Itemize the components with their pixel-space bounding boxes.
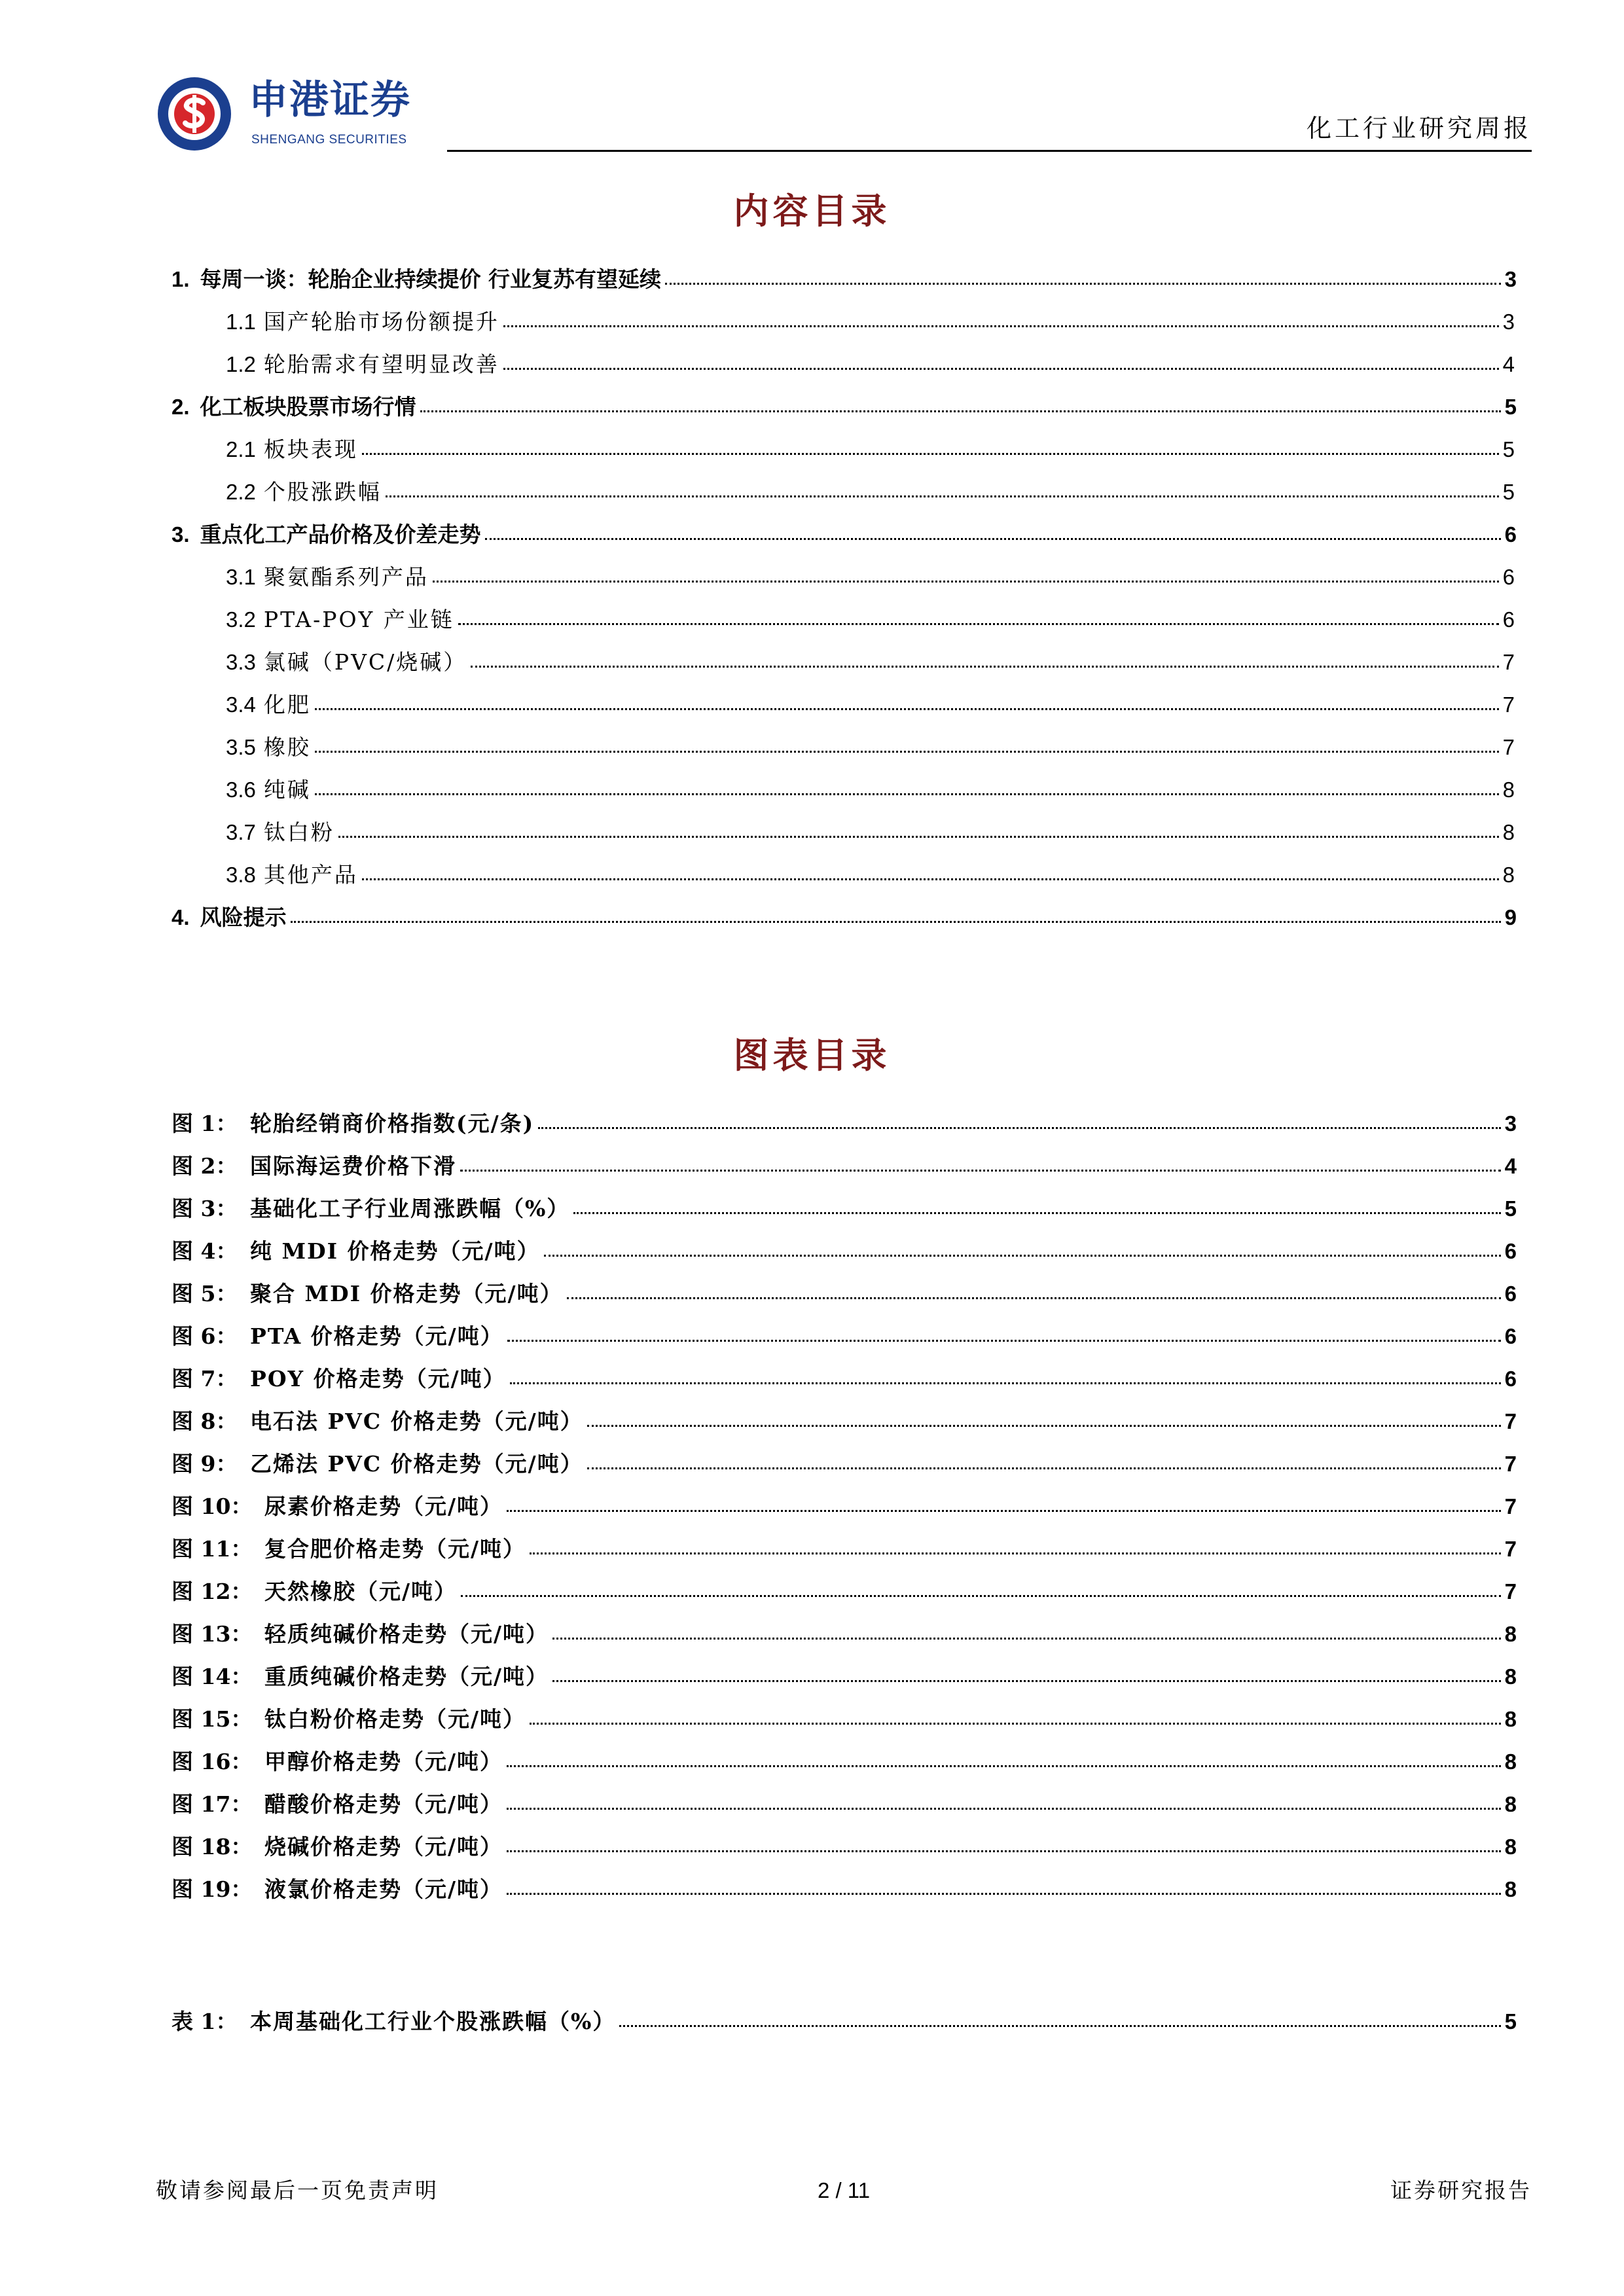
toc-entry-number: 1.1: [226, 310, 256, 334]
table-entry-page: 5: [1504, 2009, 1517, 2034]
figure-entry[interactable]: [171, 1272, 1517, 1304]
leader-dots: [510, 1382, 1501, 1384]
toc-entry-page: 7: [1502, 650, 1517, 674]
toc-entry[interactable]: [171, 683, 1517, 715]
figure-entry[interactable]: [171, 1187, 1517, 1219]
toc-entry-page: 6: [1502, 565, 1517, 589]
figure-entry-title: 国际海运费价格下滑: [250, 1153, 456, 1179]
toc-entry-page: 7: [1502, 735, 1517, 759]
leader-dots: [461, 1594, 1501, 1597]
toc-entry[interactable]: [171, 895, 1517, 928]
figure-entry-page: 8: [1504, 1877, 1517, 1901]
figure-entry-prefix: 图 7：: [171, 1366, 238, 1391]
toc-entry-number: 1.2: [226, 352, 256, 376]
figure-entry-page: 8: [1504, 1664, 1517, 1689]
figure-entry[interactable]: [171, 1825, 1517, 1857]
leader-dots: [587, 1424, 1501, 1427]
figure-entry-prefix: 图 17：: [171, 1791, 253, 1817]
toc-entry-text: 氯碱（PVC/烧碱）: [263, 649, 467, 675]
toc-entry-number: 3.4: [226, 692, 256, 717]
table-entry-prefix: 表 1：: [171, 2009, 238, 2034]
toc-entry-number: 3.2: [226, 607, 256, 632]
company-logo: [156, 69, 483, 151]
figure-entry-page: 4: [1504, 1154, 1517, 1178]
figure-entry-page: 8: [1504, 1749, 1517, 1774]
figure-entry[interactable]: [171, 1612, 1517, 1645]
toc-entry-number: 3.1: [226, 565, 256, 589]
figure-entry-title: 甲醇价格走势（元/吨）: [264, 1749, 503, 1774]
logo-english-name: SHENGANG SECURITIES: [251, 133, 407, 147]
toc-title: 内容目录: [733, 190, 891, 232]
page-number: 2 / 11: [817, 2178, 871, 2202]
leader-dots: [291, 920, 1501, 923]
figure-entry-prefix: 图 10：: [171, 1494, 253, 1519]
toc-entry-text: 化工板块股票市场行情: [200, 394, 416, 420]
figure-entry-title: 液氯价格走势（元/吨）: [264, 1876, 503, 1902]
figure-entry-prefix: 图 1：: [171, 1111, 238, 1136]
figure-entry-title: 轮胎经销商价格指数(元/条): [250, 1111, 535, 1136]
figure-entry-page: 6: [1504, 1324, 1517, 1348]
toc-entry[interactable]: [171, 640, 1517, 673]
leader-dots: [573, 1211, 1500, 1214]
leader-dots: [530, 1552, 1501, 1554]
figure-entry-page: 3: [1504, 1111, 1517, 1136]
toc-entry-text: 国产轮胎市场份额提升: [263, 309, 499, 334]
toc-entry[interactable]: [171, 512, 1517, 545]
leader-dots: [362, 878, 1499, 880]
toc-entry-text: 风险提示: [200, 905, 287, 930]
figure-entry-title: PTA 价格走势（元/吨）: [250, 1323, 503, 1349]
toc-entry-number: 3.3: [226, 650, 256, 674]
toc-entry[interactable]: [171, 342, 1517, 375]
toc-entry-number: 1.: [171, 267, 190, 291]
figure-entry-prefix: 图 8：: [171, 1408, 238, 1434]
leader-dots: [538, 1126, 1500, 1129]
leader-dots: [386, 495, 1499, 497]
figure-entry-page: 7: [1504, 1579, 1517, 1604]
toc-entry-number: 2.2: [226, 480, 256, 504]
figure-entry[interactable]: [171, 1442, 1517, 1475]
figure-entry-page: 8: [1504, 1792, 1517, 1816]
toc-entry-text: 个股涨跌幅: [263, 479, 382, 505]
leader-dots: [530, 1722, 1501, 1725]
leader-dots: [507, 1339, 1501, 1342]
figure-entry-prefix: 图 19：: [171, 1876, 253, 1902]
leader-dots: [507, 1807, 1501, 1810]
leader-dots: [507, 1892, 1501, 1895]
leader-dots: [507, 1850, 1501, 1852]
toc-entry-page: 8: [1502, 820, 1517, 844]
figure-entry-title: 聚合 MDI 价格走势（元/吨）: [250, 1281, 563, 1306]
figure-entry-prefix: 图 9：: [171, 1451, 238, 1477]
toc-entry-number: 3.5: [226, 735, 256, 759]
figure-entry-prefix: 图 6：: [171, 1323, 238, 1349]
toc-entry-number: 4.: [171, 905, 190, 929]
leader-dots: [619, 2024, 1500, 2027]
leader-dots: [567, 1297, 1501, 1299]
toc-entry-number: 3.7: [226, 820, 256, 844]
figure-entry-prefix: 图 13：: [171, 1621, 253, 1647]
toc-entry[interactable]: [171, 427, 1517, 460]
figure-entry-prefix: 图 11：: [171, 1536, 253, 1562]
toc-entry[interactable]: [171, 768, 1517, 800]
disclaimer-note: 敬请参阅最后一页免责声明: [156, 2178, 439, 2203]
toc-entry[interactable]: [171, 470, 1517, 503]
figure-entry-prefix: 图 5：: [171, 1281, 238, 1306]
header-divider: [447, 150, 1532, 152]
figure-entry[interactable]: [171, 1144, 1517, 1177]
figure-entry-title: 天然橡胶（元/吨）: [264, 1579, 458, 1604]
figure-entry-page: 7: [1504, 1494, 1517, 1518]
leader-dots: [460, 1169, 1501, 1172]
toc-entry-text: 其他产品: [263, 862, 358, 888]
toc-entry-page: 3: [1504, 267, 1517, 291]
toc-entry[interactable]: [171, 853, 1517, 886]
leader-dots: [665, 282, 1501, 285]
toc-entry-number: 2.: [171, 395, 190, 419]
figure-entry-page: 7: [1504, 1537, 1517, 1561]
toc-entry-number: 3.: [171, 522, 190, 547]
toc-entry-page: 9: [1504, 905, 1517, 929]
toc-entry[interactable]: [171, 555, 1517, 588]
figure-entry-page: 6: [1504, 1367, 1517, 1391]
table-entry-title: 本周基础化工行业个股涨跌幅（%）: [250, 2009, 616, 2034]
toc-entry-text: 轮胎需求有望明显改善: [263, 351, 499, 377]
page-header: [156, 69, 1532, 154]
toc-entry[interactable]: [171, 257, 1517, 290]
figure-entry-prefix: 图 2：: [171, 1153, 238, 1179]
report-type-label: 化工行业研究周报: [1306, 114, 1532, 143]
figure-entry-title: 电石法 PVC 价格走势（元/吨）: [250, 1408, 583, 1434]
leader-dots: [587, 1467, 1501, 1469]
shengang-logo-icon: [156, 75, 233, 152]
leader-dots: [420, 410, 1501, 412]
figure-entry[interactable]: [171, 1102, 1517, 1134]
toc-entry[interactable]: [171, 810, 1517, 843]
figure-entry[interactable]: [171, 1867, 1517, 1900]
toc-entry-text: 钛白粉: [263, 819, 334, 845]
figure-entry[interactable]: [171, 1357, 1517, 1390]
toc-entry[interactable]: [171, 598, 1517, 630]
leader-dots: [507, 1509, 1501, 1512]
toc-entry[interactable]: [171, 725, 1517, 758]
leader-dots: [362, 452, 1499, 455]
toc-entry-text: 聚氨酯系列产品: [263, 564, 429, 590]
figure-entry[interactable]: [171, 1229, 1517, 1262]
toc-entry-page: 7: [1502, 692, 1517, 717]
figure-entry-title: 纯 MDI 价格走势（元/吨）: [250, 1238, 540, 1264]
logo-chinese-name: 申港证券: [249, 77, 411, 123]
figure-entry[interactable]: [171, 1399, 1517, 1432]
figure-entry-page: 8: [1504, 1707, 1517, 1731]
leader-dots: [503, 367, 1499, 370]
leader-dots: [433, 580, 1499, 583]
toc-entry-text: 每周一谈：轮胎企业持续提价 行业复苏有望延续: [200, 266, 662, 292]
leader-dots: [315, 708, 1499, 710]
figure-entry-prefix: 图 15：: [171, 1706, 253, 1732]
figure-entry-page: 6: [1504, 1282, 1517, 1306]
figure-entry[interactable]: [171, 1484, 1517, 1517]
figure-entry-title: 复合肥价格走势（元/吨）: [264, 1536, 526, 1562]
toc-entry-text: 橡胶: [263, 734, 311, 760]
report-category: 证券研究报告: [1390, 2178, 1532, 2203]
leader-dots: [552, 1637, 1501, 1640]
toc-entry-text: 板块表现: [263, 437, 358, 462]
toc-entry-page: 3: [1502, 310, 1517, 334]
figure-entry-page: 7: [1504, 1452, 1517, 1476]
table-entry[interactable]: [171, 2000, 1517, 2032]
leader-dots: [458, 622, 1499, 625]
figure-entry-title: 醋酸价格走势（元/吨）: [264, 1791, 503, 1817]
figure-entry-prefix: 图 14：: [171, 1664, 253, 1689]
figure-entry-title: 轻质纯碱价格走势（元/吨）: [264, 1621, 549, 1647]
toc-entry[interactable]: [171, 385, 1517, 418]
toc-entry-number: 3.8: [226, 863, 256, 887]
figure-entry-page: 6: [1504, 1239, 1517, 1263]
toc-entry-page: 5: [1502, 437, 1517, 461]
toc-entry-page: 8: [1502, 778, 1517, 802]
figure-entry-title: 基础化工子行业周涨跌幅（%）: [250, 1196, 570, 1221]
leader-dots: [503, 325, 1499, 327]
toc-entry-page: 8: [1502, 863, 1517, 887]
figure-entry[interactable]: [171, 1570, 1517, 1602]
toc-entry-page: 5: [1502, 480, 1517, 504]
figure-entry[interactable]: [171, 1314, 1517, 1347]
toc-entry-page: 4: [1502, 352, 1517, 376]
figure-entry-title: 重质纯碱价格走势（元/吨）: [264, 1664, 549, 1689]
figure-entry-title: POY 价格走势（元/吨）: [250, 1366, 506, 1391]
figure-entry[interactable]: [171, 1655, 1517, 1687]
figure-entry[interactable]: [171, 1527, 1517, 1560]
figure-entry-title: 钛白粉价格走势（元/吨）: [264, 1706, 526, 1732]
figure-entry-prefix: 图 18：: [171, 1834, 253, 1859]
toc-entry-text: 化肥: [263, 692, 311, 717]
figure-entry-prefix: 图 4：: [171, 1238, 238, 1264]
leader-dots: [507, 1765, 1501, 1767]
figure-entry-page: 8: [1504, 1622, 1517, 1646]
toc-entry-page: 6: [1502, 607, 1517, 632]
leader-dots: [544, 1254, 1501, 1257]
figure-entry-prefix: 图 12：: [171, 1579, 253, 1604]
toc-entry-text: 重点化工产品价格及价差走势: [200, 522, 481, 547]
leader-dots: [315, 793, 1499, 795]
leader-dots: [315, 750, 1499, 753]
toc-entry[interactable]: [171, 300, 1517, 332]
leader-dots: [471, 665, 1498, 668]
figure-entry[interactable]: [171, 1697, 1517, 1730]
figure-entry-page: 8: [1504, 1835, 1517, 1859]
toc-entry-number: 3.6: [226, 778, 256, 802]
figure-entry-title: 烧碱价格走势（元/吨）: [264, 1834, 503, 1859]
toc-entry-page: 6: [1504, 522, 1517, 547]
figure-entry-page: 7: [1504, 1409, 1517, 1433]
leader-dots: [485, 537, 1501, 540]
toc-entry-page: 5: [1504, 395, 1517, 419]
toc-entry-text: PTA-POY 产业链: [263, 607, 454, 632]
figure-entry-prefix: 图 16：: [171, 1749, 253, 1774]
figures-toc-title: 图表目录: [733, 1034, 891, 1076]
page-footer: [156, 2179, 1532, 2212]
figure-entry-title: 乙烯法 PVC 价格走势（元/吨）: [250, 1451, 583, 1477]
figure-entry[interactable]: [171, 1782, 1517, 1815]
figure-entry-title: 尿素价格走势（元/吨）: [264, 1494, 503, 1519]
figure-entry[interactable]: [171, 1740, 1517, 1772]
leader-dots: [338, 835, 1499, 838]
leader-dots: [552, 1679, 1501, 1682]
toc-entry-text: 纯碱: [263, 777, 311, 802]
figure-entry-page: 5: [1504, 1196, 1517, 1221]
toc-entry-number: 2.1: [226, 437, 256, 461]
figure-entry-prefix: 图 3：: [171, 1196, 238, 1221]
